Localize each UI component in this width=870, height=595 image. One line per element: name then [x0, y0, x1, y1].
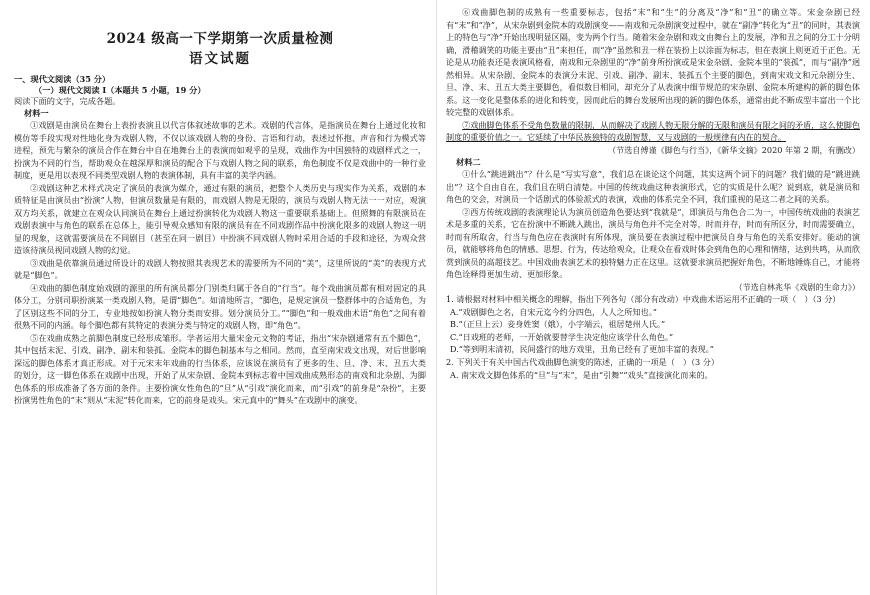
- paragraph-1: ①戏剧是由演员在舞台上表扮表演且以代言体叙述故事的艺术。戏剧的代言体，是指演员在舞台上通过化妆和模仿等手段实现对性地化身为戏剧人物，不仅以该戏剧人物的身份、言语和行动，表述过怀抱、声音和行为模式等进程，预先与繁杂的演员合作在舞台中自在地舞台上的表演而如观乎的呈现，戏曲作为中国独特的戏剧样式之一，扮演为不同的行当，帮助观众在越深厚和演员的配合下与戏剧人物之间的联系，角色制度不仅是戏曲中的一种行业制度，更是用以表现不同类型戏剧人物的表演体制，具有丰富的美学内涵。: [14, 120, 426, 180]
- paragraph-6: ⑥戏曲脚色制的成熟有一些重要标志，包括“末”和“生”的分离及“净”和“丑”的确立等。宋金杂剧已经有“末”和“净”，从宋杂剧到金院本的戏剧演变——南戏和元杂剧演变过程中，就在“副净”转化为“丑”的同时，其表演上的特色与“净”开始出现明显区隔，变为两个行当。随着宋金杂剧和戏文由舞台上的发展，净和丑之间的分工十分明确，滑稽调笑的功能主要由“丑”来担任，而“净”虽然和丑一样在装扮上以涂面为标志，但在表演上则更近于正色。无论是从功能表还是表演风格看，南戏和元杂剧里的“净”前身所扮演或是宋金杂剧、金院本里的“装孤”，而与“副净”迥然相异。从宋杂剧、金院本的表演分末泥、引戏、副净、副末、装孤五个主要的脚色，到南宋戏文和元杂剧分生、旦、净、末、丑五大类主要脚色，看似数目相同，却充分了从表演中细节规范的宋杂剧、金院本所建构的新的脚色体系。这一变化是整体系的进化和转变，因而此后的舞台发展所出现的新的脚色体系，通常由此不断成型丰富出一个比较完整的戏剧体系。: [446, 7, 860, 117]
- paragraph-3: ③戏曲是依靠演员通过所设计的戏剧人物按照其表现艺术的需要所为不同的“美”，这里所说的“美”的表现方式就是“脚色”。: [14, 257, 426, 280]
- q1-option-a: A.“戏剧脚色之名，自宋元迄今约分四色，人人之所知也。”: [450, 306, 657, 317]
- subsection-heading: （一）现代文阅读 I（本题共 5 小题，19 分）: [34, 85, 206, 95]
- exam-title: 2024 级高一下学期第一次质量检测: [106, 31, 334, 47]
- material-two-paragraph-2: ②西方传统戏剧的表演理论认为演员创造角色要达到“我就是”，即演员与角色合二为一，中国传统戏曲的表演艺术是多重的关系，它在扮演中不断跳入跳出，演员与角色并不完全对等，时而并存，时而有所区分，时而需要确立，时而有所取舍，行当与角色应在表演时有所体现，演员要在表演过程中把演员自身与角色的关系安排好。能动的演员，就能够将角色的情感、思想、行为，传达给观众，让观众在看戏时体会到角色的心理和情绪，达到共鸣，从而欣赏到演员的高超技艺。中国戏曲表演艺术的独特魅力正在这里。这就要求演员把握好角色，不断地锤炼自己，才能将角色诠释得更加生动、更加形象。: [446, 206, 860, 279]
- paragraph-5: ⑤在戏曲成熟之前脚色制度已经形成雏形。学者运用大量宋金元文物的考证，指出“宋杂剧通常有五个脚色”，其中包括末泥、引戏、副净、副末和装孤。金院本的脚色制基本与之相同。然而，直至南宋戏文出现，对后世影响深远的脚色体系才真正形成。对于元宋末年戏曲的行当体系，应该说在演员有了更多的生、旦、净、末、丑五大类的划分，这一脚色体系在戏剧中出现，开始了从宋杂剧、金院本到标志着中国戏曲成熟形态的南戏和北杂剧、为脚色体系的形成准备了各方面的条件。主要扮演女性角色的“旦”从“引戏”演化而来，而“引戏”的前身是“杂扮”，主要扮演男性角色的“末”则从“末泥”转化而来，它的前身是戏头。宋元真中的“舞头”在戏剧中的演变。: [14, 332, 426, 405]
- left-column: [14, 6, 426, 407]
- question-1: 1. 请根据对材料中相关概念的理解，指出下列各句（部分有改动）中戏曲术语运用不正确的一项（ ）（3 分）: [446, 294, 841, 304]
- material-one-label: 材料一: [24, 108, 49, 118]
- exam-subtitle: 语文试题: [189, 51, 251, 67]
- q1-option-b: B.“（正旦上云）妾身姓窦（娥），小字端云，祖居楚州人氏。”: [450, 319, 666, 330]
- material-one-source: （节选自傅谨《脚色与行当》，《新华文摘》2020 年第 2 期，有删改）: [608, 144, 860, 155]
- q1-option-c: C.“日戏班的老师，一开始就要替学生决定他应该学什么角色。”: [450, 331, 674, 342]
- paragraph-7: ⑦戏曲脚色体系不受角色数量的限制，从而解决了戏剧人物无限分解的无限和演员有限之间的矛盾，这么使脚色制度的重要价值之一。它延续了中华民族独特的戏剧智慧，又与戏剧的一般规律有内在的契合。: [446, 119, 860, 142]
- q2-option-a: A. 南宋戏文脚色体系的“旦”与“末”，是由“引舞”“戏头”直接演化而来的。: [450, 369, 713, 380]
- q1-option-d: D.“等到明末清初，民间盛行的地方戏里，丑角已经有了更加丰富的表现。”: [450, 344, 714, 355]
- right-column: [446, 6, 860, 381]
- question-2: 2. 下列关于有关中国古代戏曲脚色演变的陈述，正确的一项是（ ）（3 分）: [446, 356, 719, 367]
- reading-instruction: 阅读下面的文字，完成各题。: [14, 96, 121, 106]
- section-heading: 一、现代文阅读（35 分）: [14, 74, 111, 84]
- material-two-label: 材料二: [456, 157, 481, 167]
- paragraph-4: ④戏曲的脚色制度始戏剧的源里的所有演员都分门别类归属于各自的“行当”。每个戏曲演员都有相对固定的具体分工，分别司职扮演某一类戏剧人物，是谓“脚色”。如清地所言，“脚色，是规定演员一整群体中的合适角色，为了区别这些不同的分工，专业地按如扮演人物分类而安排。划分演员分工。”“脚色”和一般戏曲术语“角色”之间有着很熟不同的内涵。每个脚色都有其特定的表演分类与特定的戏剧人物，即“角色”。: [14, 282, 426, 330]
- material-two-paragraph-1: ①什么“跳进跳出”？什么是“写实写意”，我们总在谈论这个问题，其实这两个词下的问题？我们做的是“跳进跳出”？这个自由自在，我们且在明白清楚。中国的传统戏曲这种表演形式，它的实质是什么呢？说到底，就是演员和角色的交会，对演员一个话剧式的体验派式的表演，戏曲的体系完全不同，我们重视的是这二者之间的关系。: [446, 169, 860, 204]
- column-divider: [436, 0, 437, 595]
- material-two-source: （节选自林兆华《戏剧的生命力》）: [734, 281, 860, 292]
- paragraph-2: ②戏剧这种艺术样式决定了演员的表演为媒介，通过有限的演员，把整个人类历史与现实作为关系，戏剧的本质特征是由演员由“扮演”人物，但演员数量是有限的，而戏剧人物是无限的，演员与戏剧人物无法一一对应，观演双方均关系，就建立在观众认同演员在舞台上通过扮演转化为戏剧人物这一重要联系基础上。但照舞的有限演员在戏剧表演中与角色的联系在总体上，能引导观众感知有限的演员有在不同戏剧作品中扮演化限多的戏剧人物这一明显的现象，这就需要演员在不同剧目（甚至在同一剧目）中扮演不同戏剧人物时采用合适的手段和途径，为观众营造该待演员视同戏剧人物的幻觉。: [14, 182, 426, 255]
